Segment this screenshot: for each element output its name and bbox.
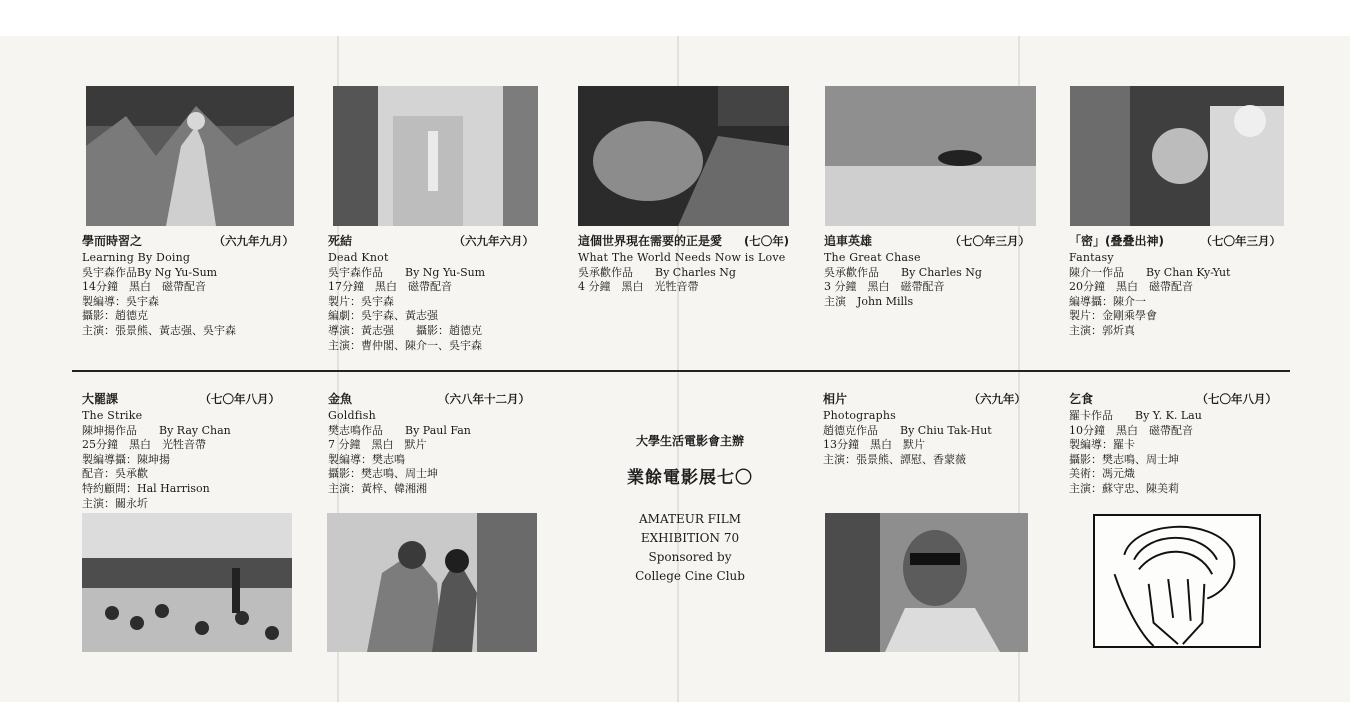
film-credit-line: 製編導：吳宇森 [82, 294, 159, 308]
film-title-zh: 乞食 [1069, 392, 1094, 406]
film-title-en: The Strike [82, 409, 143, 422]
film-credit-line: 樊志鳴作品 By Paul Fan [328, 423, 471, 437]
film-credit-line: 特約顧問：Hal Harrison [82, 481, 210, 495]
film-title-zh: 金魚 [328, 392, 353, 406]
film-credit-line: 主演：關永圻 [82, 496, 148, 510]
film-credit-line: 趙德克作品 By Chiu Tak-Hut [823, 423, 992, 437]
film-credit-line: 製編導：羅卡 [1069, 438, 1135, 452]
film-date: （六九年） [968, 392, 1026, 406]
film-credit-line: 17分鐘 黑白 磁帶配音 [328, 280, 452, 294]
film-credit-line: 陳坤揚作品 By Ray Chan [82, 423, 231, 437]
film-title-en: The Great Chase [824, 251, 921, 264]
film-title-en: What The World Needs Now is Love [578, 251, 786, 264]
film-credit-line: 製片：吳宇森 [328, 294, 394, 308]
exhibition-english-line: College Cine Club [635, 569, 745, 583]
film-credit-line: 主演：張景熊、譚慰、香蒙薇 [823, 452, 966, 466]
film-credit-line: 美術：馮元熾 [1069, 467, 1135, 481]
film-credit-line: 羅卡作品 By Y. K. Lau [1069, 409, 1202, 422]
film-credit-line: 4 分鐘 黑白 光牲音帶 [578, 280, 699, 294]
film-entry-the-strike [82, 392, 280, 511]
film-date: （七〇年八月） [1196, 392, 1277, 406]
film-title-zh: 大罷課 [82, 392, 119, 406]
film-credit-line: 3 分鐘 黑白 磁帶配音 [824, 280, 945, 294]
exhibition-english-line: AMATEUR FILM [638, 512, 741, 526]
film-credit-line: 主演：蘇守忠、陳美莉 [1069, 481, 1179, 495]
section-divider [72, 370, 1290, 372]
film-date: (七〇年) [743, 234, 789, 248]
film-credit-line: 吳承歡作品 By Charles Ng [578, 265, 736, 279]
film-title-en: Goldfish [328, 409, 376, 422]
exhibition-title-block [580, 432, 800, 586]
film-title-zh: 這個世界現在需要的正是愛 [578, 234, 723, 248]
film-credit-line: 25分鐘 黑白 光牲音帶 [82, 438, 206, 452]
film-credit-line: 14分鐘 黑白 磁帶配音 [82, 280, 206, 294]
film-title-zh: 學而時習之 [82, 234, 143, 248]
film-credit-line: 13分鐘 黑白 默片 [823, 438, 925, 452]
film-credit-line: 陳介一作品 By Chan Ky-Yut [1069, 265, 1231, 279]
film-entry-fantasy [1069, 234, 1281, 339]
film-date: （六九年九月） [213, 234, 294, 248]
film-still-photographs [825, 513, 1028, 652]
film-still-the-strike [82, 513, 292, 652]
film-still-fantasy [1070, 86, 1284, 226]
film-still-the-great-chase [825, 86, 1036, 226]
film-date: （六九年六月） [453, 234, 534, 248]
film-credit-line: 攝影：趙德克 [82, 309, 148, 323]
exhibition-english-line: EXHIBITION 70 [640, 531, 740, 545]
film-entry-begging [1069, 392, 1277, 497]
film-title-en: Learning By Doing [82, 251, 191, 264]
film-credit-line: 主演：張景熊、黃志强、吳宇森 [82, 323, 236, 337]
film-credit-line: 製編導：樊志鳴 [328, 452, 405, 466]
film-date: （七〇年三月） [1200, 234, 1281, 248]
exhibition-title: 業餘電影展七〇 [627, 468, 753, 488]
film-credit-line: 主演：曹仲閣、陳介一、吳宇森 [328, 338, 482, 352]
sketch-illustration [1093, 514, 1261, 648]
film-credit-line: 配音：吳承歡 [82, 467, 148, 481]
film-entry-goldfish [328, 392, 530, 497]
sponsor-heading: 大學生活電影會主辦 [635, 434, 744, 448]
film-credit-line: 攝影：樊志鳴、周士坤 [328, 467, 438, 481]
film-credit-line: 主演：黃梓、韓湘湘 [328, 481, 427, 495]
film-still-goldfish [327, 513, 537, 652]
film-credit-line: 編導攝：陳介一 [1069, 294, 1146, 308]
film-title-zh: 「密」(叠叠出神) [1069, 234, 1164, 248]
film-credit-line: 主演 John Mills [824, 294, 914, 308]
film-still-learning-by-doing [86, 86, 294, 226]
film-date: （六八年十二月） [438, 392, 530, 406]
film-entry-the-great-chase [824, 234, 1030, 309]
film-title-en: Dead Knot [328, 251, 389, 264]
film-entry-photographs [823, 392, 1026, 467]
film-title-zh: 相片 [823, 392, 848, 406]
film-credit-line: 編劇：吳宇森、黃志强 [328, 309, 438, 323]
film-credit-line: 10分鐘 黑白 磁帶配音 [1069, 423, 1193, 437]
film-entry-dead-knot [328, 234, 534, 353]
film-title-zh: 追車英雄 [824, 234, 873, 248]
film-title-en: Fantasy [1069, 251, 1114, 264]
film-credit-line: 攝影：樊志鳴、周士坤 [1069, 452, 1179, 466]
film-credit-line: 製編導攝：陳坤揚 [82, 452, 170, 466]
exhibition-english-line: Sponsored by [648, 550, 732, 564]
film-entry-what-the-world-needs [578, 234, 789, 295]
film-credit-line: 主演：郭炘真 [1069, 323, 1135, 337]
film-credit-line: 製片：金剛乘學會 [1069, 309, 1157, 323]
film-credit-line: 吳承歡作品 By Charles Ng [824, 265, 982, 279]
film-credit-line: 吳宇森作品By Ng Yu-Sum [82, 265, 218, 279]
film-credit-line: 7 分鐘 黑白 默片 [328, 438, 427, 452]
film-title-en: Photographs [823, 409, 896, 422]
film-date: （七〇年八月） [199, 392, 280, 406]
film-entry-learning-by-doing [82, 234, 294, 339]
film-credit-line: 20分鐘 黑白 磁帶配音 [1069, 280, 1193, 294]
film-credit-line: 導演：黃志强 攝影：趙德克 [328, 323, 482, 337]
film-date: （七〇年三月） [949, 234, 1030, 248]
film-credit-line: 吳宇森作品 By Ng Yu-Sum [328, 265, 486, 279]
film-still-dead-knot [333, 86, 538, 226]
film-still-what-the-world-needs [578, 86, 789, 226]
film-title-zh: 死結 [328, 234, 353, 248]
